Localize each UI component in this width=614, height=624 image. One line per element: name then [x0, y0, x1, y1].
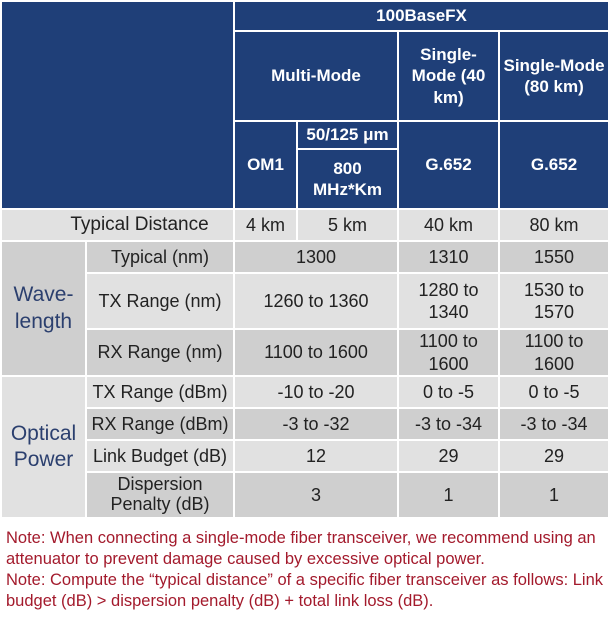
- wl-tx-sm40: [398, 273, 499, 329]
- wl-typical-mm: 1300: [234, 241, 398, 273]
- typical-distance-sm80: 80 km: [499, 209, 609, 241]
- op-dispersion-sm80: 1: [499, 472, 609, 518]
- header-single-mode-80: [499, 31, 609, 121]
- note-typical-distance: Note: Compute the “typical distance” of a specific fiber transceiver as follows: Link budget (dB) > dispersion penalty (dB) + total link loss (dB).: [6, 570, 604, 610]
- op-tx-label: TX Range (dBm): [86, 376, 234, 408]
- op-rx-label: RX Range (dBm): [86, 408, 234, 440]
- header-single-mode-40-label: Single-Mode (40 km): [411, 45, 486, 107]
- wl-rx-sm40-value: 1100 to 1600: [419, 331, 478, 374]
- header-multi-mode: Multi-Mode: [234, 31, 398, 121]
- wl-typical-sm80: 1550: [499, 241, 609, 273]
- wl-rx-label: RX Range (nm): [86, 329, 234, 376]
- op-dispersion-label: [86, 472, 234, 518]
- header-blank: [1, 1, 234, 209]
- wl-tx-mm: 1260 to 1360: [234, 273, 398, 329]
- op-dispersion-mm: 3: [234, 472, 398, 518]
- header-single-mode-40: [398, 31, 499, 121]
- op-tx-mm: -10 to -20: [234, 376, 398, 408]
- wl-rx-sm40: [398, 329, 499, 376]
- header-g652-b: G.652: [499, 121, 609, 209]
- op-rx-sm80: -3 to -34: [499, 408, 609, 440]
- note-attenuator: Note: When connecting a single-mode fiber transceiver, we recommend using an attenuator to prevent damage caused by excessive optical power.: [6, 529, 596, 568]
- wl-rx-sm80-value: 1100 to 1600: [524, 331, 584, 374]
- wl-tx-sm80: [499, 273, 609, 329]
- op-link-budget-sm80: 29: [499, 440, 609, 472]
- notes: [6, 528, 610, 612]
- op-rx-mm: -3 to -32: [234, 408, 398, 440]
- wl-tx-sm80-value: 1530 to 1570: [523, 279, 585, 322]
- op-link-budget-sm40: 29: [398, 440, 499, 472]
- op-tx-sm40: 0 to -5: [398, 376, 499, 408]
- typical-distance-om1: 4 km: [234, 209, 297, 241]
- typical-distance-label: Typical Distance: [1, 209, 234, 241]
- header-fiber-size: 50/125 μm: [297, 121, 398, 149]
- wl-tx-label: TX Range (nm): [86, 273, 234, 329]
- wl-typical-sm40: 1310: [398, 241, 499, 273]
- typical-distance-sm40: 40 km: [398, 209, 499, 241]
- op-link-budget-label: Link Budget (dB): [86, 440, 234, 472]
- wl-typical-label: Typical (nm): [86, 241, 234, 273]
- header-single-mode-80-label: Single-Mode (80 km): [503, 55, 605, 96]
- header-g652-a: G.652: [398, 121, 499, 209]
- op-dispersion-sm40: 1: [398, 472, 499, 518]
- wl-rx-sm80: [499, 329, 609, 376]
- typical-distance-mm50: 5 km: [297, 209, 398, 241]
- header-bandwidth: 800 MHz*Km: [297, 149, 398, 209]
- header-om1: OM1: [234, 121, 297, 209]
- optical-power-group-label: Optical Power: [1, 376, 86, 518]
- op-link-budget-mm: 12: [234, 440, 398, 472]
- wl-rx-mm: 1100 to 1600: [234, 329, 398, 376]
- op-rx-sm40: -3 to -34: [398, 408, 499, 440]
- op-dispersion-label-text: Dispersion Penalty (dB): [110, 474, 210, 514]
- op-tx-sm80: 0 to -5: [499, 376, 609, 408]
- header-standard: 100BaseFX: [234, 1, 609, 31]
- wavelength-group-label: Wave- length: [1, 241, 86, 376]
- wl-tx-sm40-value: 1280 to 1340: [418, 279, 479, 322]
